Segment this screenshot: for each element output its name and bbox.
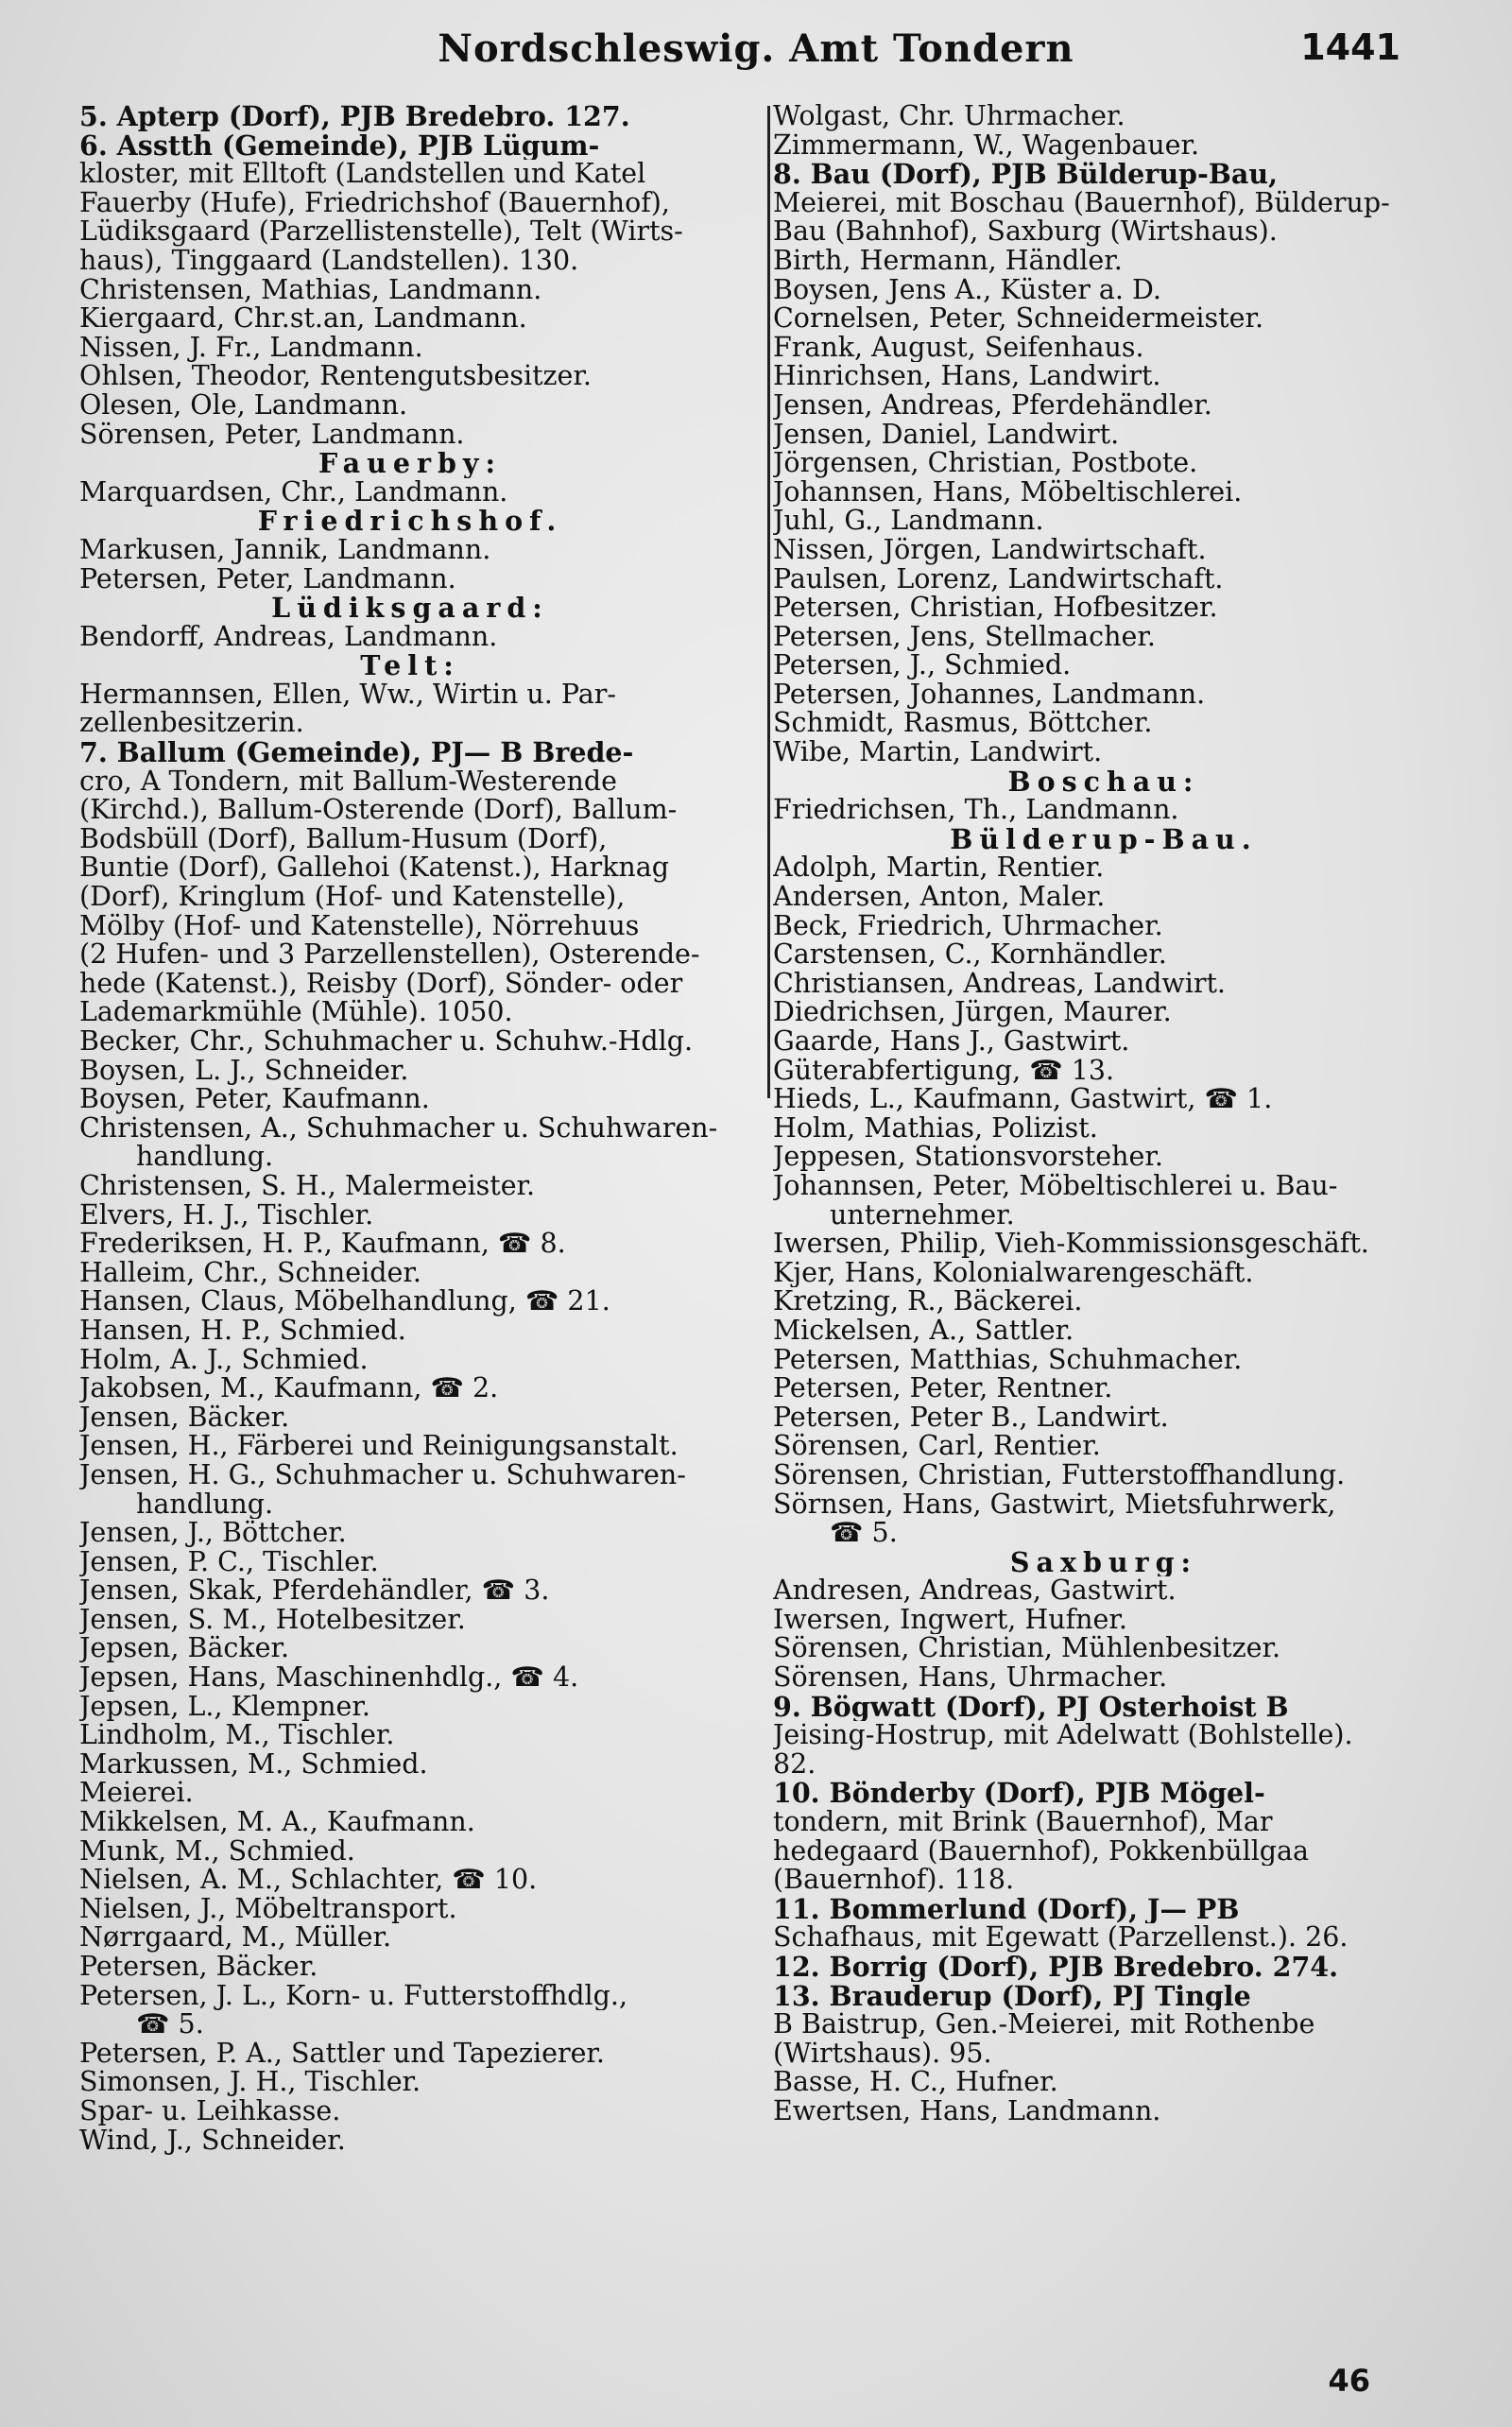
directory-entry: Zimmermann, W., Wagenbauer. <box>773 130 1200 161</box>
column-divider <box>767 106 770 1098</box>
directory-entry: Johannsen, Peter, Möbeltischlerei u. Bau- <box>773 1171 1338 1201</box>
directory-entry: Petersen, Matthias, Schuhmacher. <box>773 1345 1243 1375</box>
directory-entry: Christensen, Mathias, Landmann. <box>79 275 542 305</box>
locality-subheading: Lüdiksgaard: <box>271 594 549 623</box>
directory-entry: Holm, Mathias, Polizist. <box>773 1113 1098 1144</box>
directory-entry: Paulsen, Lorenz, Landwirtschaft. <box>773 564 1224 594</box>
directory-entry: Andersen, Anton, Maler. <box>773 883 1106 912</box>
directory-entry: Gaarde, Hans J., Gastwirt. <box>773 1027 1130 1057</box>
directory-entry: tondern, mit Brink (Bauernhof), Mar <box>773 1808 1273 1837</box>
directory-entry: Güterabfertigung, ☎ 13. <box>773 1056 1115 1086</box>
directory-entry: Jeising-Hostrup, mit Adelwatt (Bohlstelle). <box>773 1721 1353 1750</box>
directory-entry: Petersen, P. A., Sattler und Tapezierer. <box>79 2039 605 2069</box>
directory-entry: Christensen, A., Schuhmacher u. Schuhwaren- <box>79 1113 718 1144</box>
directory-entry: Lindholm, M., Tischler. <box>79 1721 395 1750</box>
directory-entry: Jensen, H. G., Schuhmacher u. Schuhwaren- <box>79 1460 686 1490</box>
directory-entry: Becker, Chr., Schuhmacher u. Schuhw.-Hdlg. <box>79 1027 694 1057</box>
directory-entry: Mickelsen, A., Sattler. <box>773 1316 1074 1346</box>
directory-entry: Schmidt, Rasmus, Böttcher. <box>773 709 1153 739</box>
directory-entry: Bendorff, Andreas, Landmann. <box>79 622 498 652</box>
directory-entry: Sörensen, Peter, Landmann. <box>79 420 465 450</box>
left-column <box>79 102 741 2155</box>
municipality-heading: 6. Asstth (Gemeinde), PJB Lügum- <box>79 130 600 161</box>
locality-subheading: Bülderup-Bau. <box>950 824 1258 854</box>
directory-entry: Mikkelsen, M. A., Kaufmann. <box>79 1808 475 1837</box>
directory-entry: Boysen, Jens A., Küster a. D. <box>773 275 1161 305</box>
directory-entry: Elvers, H. J., Tischler. <box>79 1200 374 1231</box>
directory-entry: Nielsen, J., Möbeltransport. <box>79 1894 457 1924</box>
directory-entry: haus), Tinggaard (Landstellen). 130. <box>79 246 579 276</box>
right-column <box>773 102 1435 2126</box>
directory-entry: Jensen, Skak, Pferdehändler, ☎ 3. <box>79 1576 550 1606</box>
municipality-heading: 11. Bommerlund (Dorf), J— PB <box>773 1894 1240 1924</box>
directory-entry: Sörensen, Christian, Futterstoffhandlung. <box>773 1460 1346 1490</box>
directory-entry: Lademarkmühle (Mühle). 1050. <box>79 998 513 1027</box>
directory-entry: Jensen, J., Böttcher. <box>79 1519 347 1548</box>
directory-entry: Jakobsen, M., Kaufmann, ☎ 2. <box>79 1374 499 1403</box>
directory-entry: handlung. <box>136 1143 274 1172</box>
municipality-heading: 5. Apterp (Dorf), PJB Bredebro. 127. <box>79 102 630 131</box>
directory-entry: Petersen, J., Schmied. <box>773 651 1072 680</box>
directory-entry: Nissen, Jörgen, Landwirtschaft. <box>773 535 1207 565</box>
directory-entry: Basse, H. C., Hufner. <box>773 2068 1058 2097</box>
directory-entry: Nissen, J. Fr., Landmann. <box>79 333 423 363</box>
directory-entry: Wolgast, Chr. Uhrmacher. <box>773 102 1125 131</box>
directory-entry: Jepsen, Hans, Maschinenhdlg., ☎ 4. <box>79 1663 579 1693</box>
municipality-heading: 13. Brauderup (Dorf), PJ Tingle <box>773 1981 1251 2011</box>
locality-subheading: Telt: <box>360 651 460 680</box>
directory-entry: Kjer, Hans, Kolonialwarengeschäft. <box>773 1258 1254 1288</box>
municipality-heading: 10. Bönderby (Dorf), PJB Mögel- <box>773 1779 1265 1809</box>
directory-entry: Juhl, G., Landmann. <box>773 507 1044 536</box>
directory-entry: Olesen, Ole, Landmann. <box>79 390 408 421</box>
directory-entry: ☎ 5. <box>830 1519 898 1548</box>
directory-entry: Meierei. <box>79 1779 194 1809</box>
directory-entry: 82. <box>773 1749 816 1780</box>
directory-entry: Wind, J., Schneider. <box>79 2126 346 2156</box>
directory-entry: Sörensen, Carl, Rentier. <box>773 1432 1101 1461</box>
directory-entry: Jensen, Bäcker. <box>79 1403 290 1433</box>
locality-subheading: Saxburg: <box>1009 1547 1198 1577</box>
directory-entry: hedegaard (Bauernhof), Pokkenbüllgaa <box>773 1836 1310 1867</box>
directory-entry: Petersen, Jens, Stellmacher. <box>773 622 1156 652</box>
directory-entry: Iwersen, Philip, Vieh-Kommissionsgeschäft. <box>773 1230 1369 1259</box>
directory-entry: Petersen, Bäcker. <box>79 1953 318 1982</box>
directory-entry: Petersen, Christian, Hofbesitzer. <box>773 594 1218 623</box>
directory-entry: Boysen, Peter, Kaufmann. <box>79 1085 430 1114</box>
directory-entry: Iwersen, Ingwert, Hufner. <box>773 1605 1127 1635</box>
directory-entry: Sörensen, Hans, Uhrmacher. <box>773 1663 1168 1693</box>
directory-entry: Beck, Friedrich, Uhrmacher. <box>773 911 1163 941</box>
directory-entry: Markusen, Jannik, Landmann. <box>79 535 491 565</box>
municipality-heading: 8. Bau (Dorf), PJB Bülderup-Bau, <box>773 160 1278 189</box>
directory-entry: Andresen, Andreas, Gastwirt. <box>773 1576 1177 1606</box>
directory-entry: zellenbesitzerin. <box>79 709 304 739</box>
directory-entry: hede (Katenst.), Reisby (Dorf), Sönder- oder <box>79 969 683 999</box>
directory-entry: Petersen, Peter B., Landwirt. <box>773 1403 1169 1433</box>
directory-entry: Petersen, Johannes, Landmann. <box>773 680 1206 710</box>
directory-entry: (2 Hufen- und 3 Parzellenstellen), Osterende- <box>79 940 700 970</box>
municipality-heading: 12. Borrig (Dorf), PJB Bredebro. 274. <box>773 1953 1339 1982</box>
directory-entry: Munk, M., Schmied. <box>79 1836 355 1867</box>
directory-entry: Jensen, Daniel, Landwirt. <box>773 420 1120 450</box>
directory-entry: Christensen, S. H., Malermeister. <box>79 1171 536 1201</box>
directory-entry: Bodsbüll (Dorf), Ballum-Husum (Dorf), <box>79 824 608 854</box>
directory-entry: Meierei, mit Boschau (Bauernhof), Bülderup- <box>773 188 1390 218</box>
directory-entry: Jeppesen, Stationsvorsteher. <box>773 1143 1163 1172</box>
directory-entry: Buntie (Dorf), Gallehoi (Katenst.), Harknag <box>79 853 670 884</box>
directory-entry: Wibe, Martin, Landwirt. <box>773 738 1103 767</box>
directory-entry: Ewertsen, Hans, Landmann. <box>773 2096 1161 2126</box>
directory-entry: cro, A Tondern, mit Ballum-Westerende <box>79 766 618 797</box>
directory-entry: Frank, August, Seifenhaus. <box>773 333 1144 363</box>
directory-entry: Petersen, J. L., Korn- u. Futterstoffhdlg., <box>79 1981 628 2011</box>
running-header-title: Nordschleswig. Amt Tondern <box>438 26 1074 71</box>
directory-entry: Hieds, L., Kaufmann, Gastwirt, ☎ 1. <box>773 1085 1273 1114</box>
directory-entry: Friedrichsen, Th., Landmann. <box>773 796 1179 825</box>
directory-entry: ☎ 5. <box>136 2010 204 2040</box>
directory-entry: Carstensen, C., Kornhändler. <box>773 940 1167 970</box>
directory-entry: Nørrgaard, M., Müller. <box>79 1923 392 1953</box>
locality-subheading: Boschau: <box>1007 766 1200 797</box>
directory-entry: Kiergaard, Chr.st.an, Landmann. <box>79 304 527 334</box>
directory-entry: Halleim, Chr., Schneider. <box>79 1258 421 1288</box>
signature-mark: 46 <box>1328 2363 1370 2399</box>
directory-entry: Petersen, Peter, Rentner. <box>773 1374 1113 1403</box>
municipality-heading: 7. Ballum (Gemeinde), PJ— B Brede- <box>79 738 634 767</box>
directory-entry: Jensen, H., Färberei und Reinigungsanstalt. <box>79 1432 679 1461</box>
directory-entry: Petersen, Peter, Landmann. <box>79 564 456 594</box>
directory-entry: handlung. <box>136 1489 274 1520</box>
directory-entry: Holm, A. J., Schmied. <box>79 1345 369 1375</box>
directory-entry: Diedrichsen, Jürgen, Maurer. <box>773 998 1172 1027</box>
directory-entry: Simonsen, J. H., Tischler. <box>79 2068 421 2097</box>
directory-entry: Schafhaus, mit Egewatt (Parzellenst.). 26. <box>773 1923 1349 1953</box>
municipality-heading: 9. Bögwatt (Dorf), PJ Osterhoist B <box>773 1692 1289 1722</box>
directory-entry: Hansen, H. P., Schmied. <box>79 1316 406 1346</box>
directory-entry: Bau (Bahnhof), Saxburg (Wirtshaus). <box>773 217 1278 247</box>
directory-entry: Adolph, Martin, Rentier. <box>773 853 1105 884</box>
directory-entry: Hansen, Claus, Möbelhandlung, ☎ 21. <box>79 1287 610 1317</box>
directory-entry: Lüdiksgaard (Parzellistenstelle), Telt (Wirts- <box>79 217 683 247</box>
directory-entry: Christiansen, Andreas, Landwirt. <box>773 969 1226 999</box>
directory-entry: Cornelsen, Peter, Schneidermeister. <box>773 304 1263 334</box>
directory-entry: Ohlsen, Theodor, Rentengutsbesitzer. <box>79 362 592 391</box>
directory-entry: Boysen, L. J., Schneider. <box>79 1056 409 1086</box>
directory-entry: Jensen, S. M., Hotelbesitzer. <box>79 1605 466 1635</box>
directory-entry: (Wirtshaus). 95. <box>773 2039 992 2069</box>
directory-entry: Johannsen, Hans, Möbeltischlerei. <box>773 477 1243 508</box>
directory-entry: Marquardsen, Chr., Landmann. <box>79 477 508 508</box>
directory-entry: Jepsen, Bäcker. <box>79 1634 290 1664</box>
directory-entry: Mölby (Hof- und Katenstelle), Nörrehuus <box>79 911 640 941</box>
directory-entry: kloster, mit Elltoft (Landstellen und Katel <box>79 160 646 189</box>
directory-entry: Jensen, P. C., Tischler. <box>79 1547 379 1577</box>
directory-entry: Kretzing, R., Bäckerei. <box>773 1287 1083 1317</box>
directory-entry: (Kirchd.), Ballum-Osterende (Dorf), Ballum- <box>79 796 678 825</box>
directory-entry: (Dorf), Kringlum (Hof- und Katenstelle), <box>79 883 626 912</box>
directory-entry: Sörensen, Christian, Mühlenbesitzer. <box>773 1634 1281 1664</box>
directory-entry: B Baistrup, Gen.-Meierei, mit Rothenbe <box>773 2010 1315 2040</box>
directory-entry: (Bauernhof). 118. <box>773 1866 1015 1895</box>
page-number: 1441 <box>1300 26 1400 68</box>
directory-entry: Jörgensen, Christian, Postbote. <box>773 449 1198 478</box>
directory-entry: Hermannsen, Ellen, Ww., Wirtin u. Par- <box>79 680 617 710</box>
directory-entry: Markussen, M., Schmied. <box>79 1749 428 1780</box>
directory-entry: unternehmer. <box>830 1200 1015 1231</box>
directory-entry: Spar- u. Leihkasse. <box>79 2096 341 2126</box>
directory-entry: Jepsen, L., Klempner. <box>79 1692 370 1722</box>
locality-subheading: Friedrichshof. <box>257 507 563 536</box>
directory-entry: Birth, Hermann, Händler. <box>773 246 1123 276</box>
directory-entry: Hinrichsen, Hans, Landwirt. <box>773 362 1161 391</box>
directory-entry: Sörnsen, Hans, Gastwirt, Mietsfuhrwerk, <box>773 1489 1336 1520</box>
directory-entry: Jensen, Andreas, Pferdehändler. <box>773 390 1212 421</box>
locality-subheading: Fauerby: <box>318 449 503 478</box>
directory-entry: Fauerby (Hufe), Friedrichshof (Bauernhof), <box>79 188 670 218</box>
directory-entry: Frederiksen, H. P., Kaufmann, ☎ 8. <box>79 1230 566 1259</box>
directory-entry: Nielsen, A. M., Schlachter, ☎ 10. <box>79 1866 538 1895</box>
